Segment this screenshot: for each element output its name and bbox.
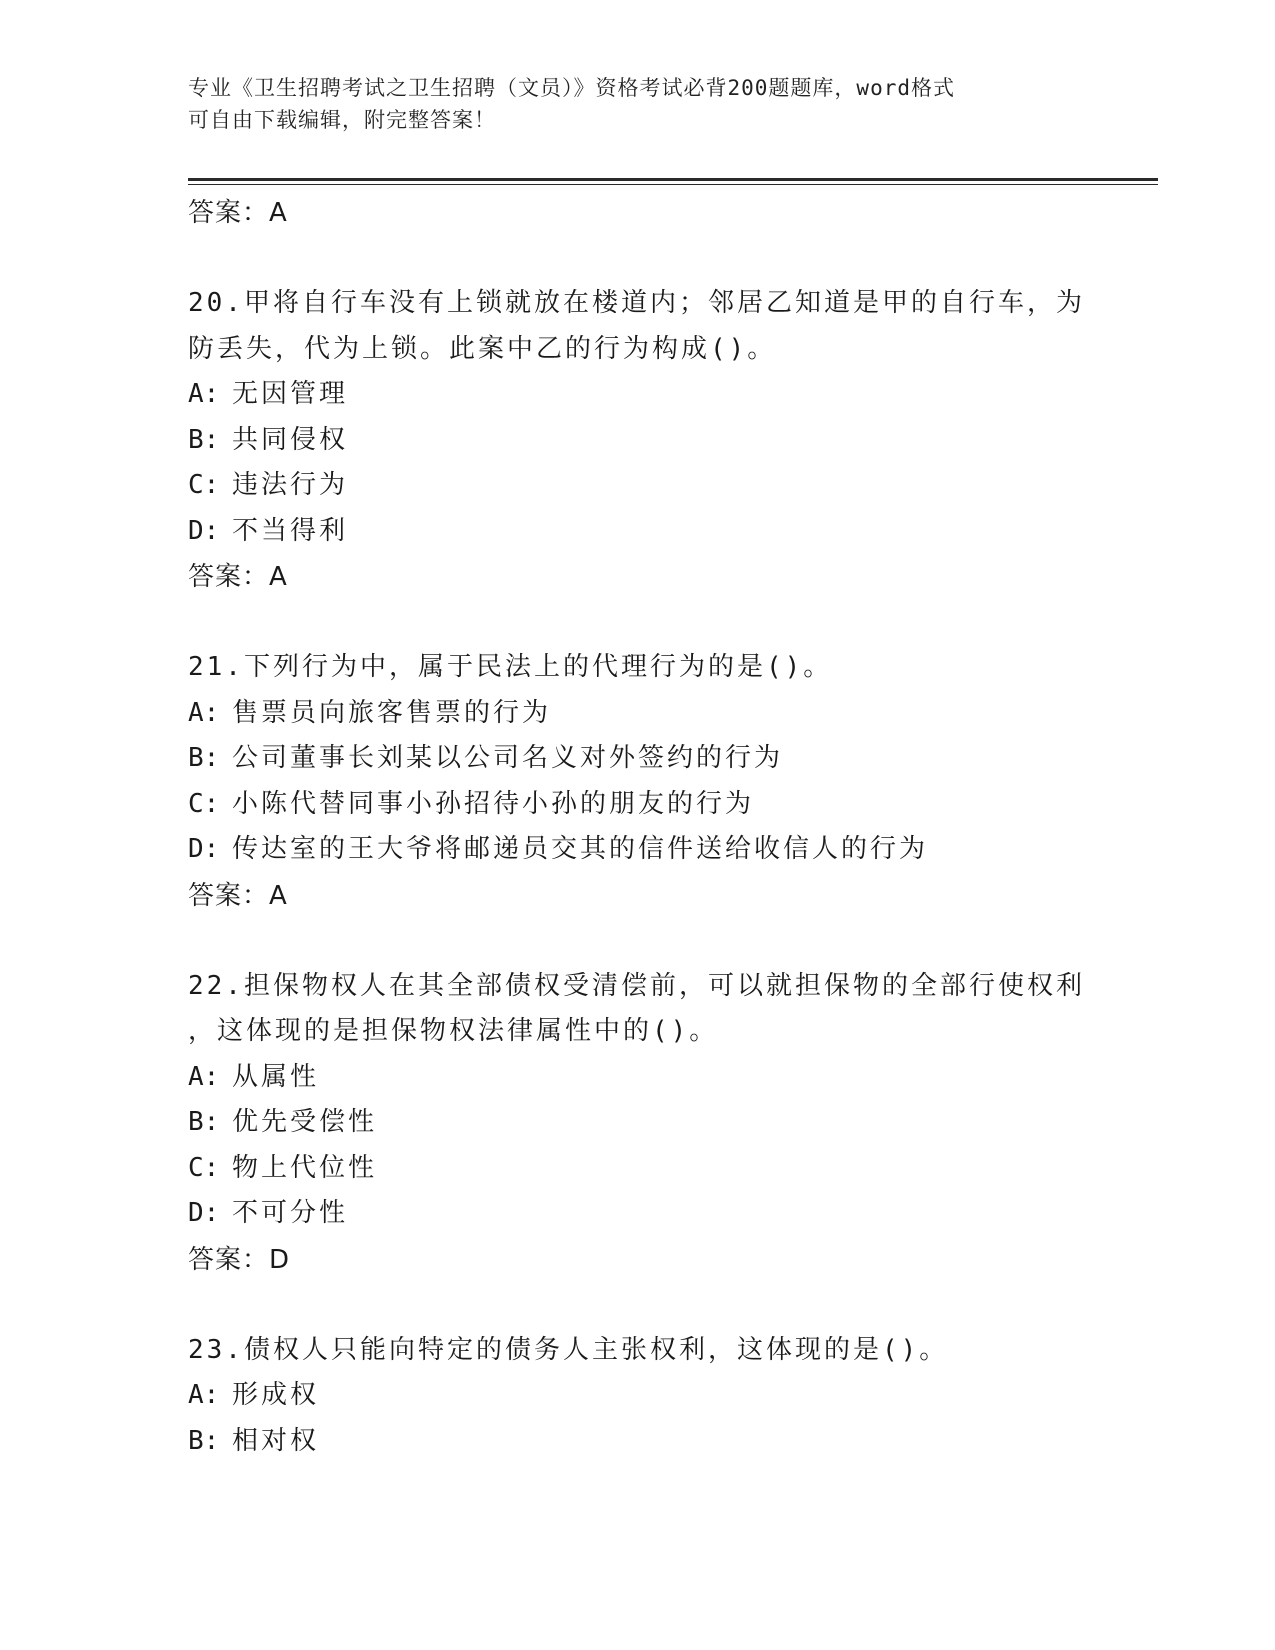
option-letter: B: xyxy=(188,743,220,773)
option-text: 小陈代替同事小孙招待小孙的朋友的行为 xyxy=(232,788,755,819)
option-c xyxy=(188,463,1088,509)
stem-line: 20.甲将自行车没有上锁就放在楼道内；邻居乙知道是甲的自行车，为 xyxy=(188,288,1085,318)
option-text: 从属性 xyxy=(232,1061,320,1092)
option-b xyxy=(188,1100,1088,1146)
option-text: 不可分性 xyxy=(232,1198,349,1228)
answer-line: 答案：A xyxy=(188,562,288,592)
option-text: 售票员向旅客售票的行为 xyxy=(232,697,552,728)
option-b xyxy=(188,1419,1088,1465)
answer-line: 答案：D xyxy=(188,1244,291,1275)
option-d xyxy=(188,827,1088,873)
option-text: 形成权 xyxy=(232,1380,320,1410)
option-letter: D: xyxy=(188,1198,220,1228)
option-b xyxy=(188,418,1088,464)
header-line-1: 专业《卫生招聘考试之卫生招聘（文员）》资格考试必背200题题库，word格式 xyxy=(188,76,955,100)
question-20 xyxy=(188,281,1088,600)
option-b xyxy=(188,736,1088,782)
question-stem xyxy=(188,964,1088,1055)
option-letter: C: xyxy=(188,1152,220,1183)
option-letter: D: xyxy=(188,834,220,864)
option-text: 物上代位性 xyxy=(232,1152,378,1183)
header-divider-thick xyxy=(188,178,1158,181)
option-text: 不当得利 xyxy=(232,515,349,546)
option-letter: A: xyxy=(188,1061,220,1092)
question-list xyxy=(188,190,1088,1464)
question-stem xyxy=(188,281,1088,372)
option-letter: A: xyxy=(188,697,220,728)
question-22 xyxy=(188,964,1088,1283)
answer-line: 答案：A xyxy=(188,198,288,228)
stem-line: 22.担保物权人在其全部债权受清偿前，可以就担保物的全部行使权利 xyxy=(188,970,1085,1001)
option-a xyxy=(188,691,1088,737)
question-23 xyxy=(188,1328,1088,1465)
option-c xyxy=(188,782,1088,828)
option-letter: A: xyxy=(188,379,220,409)
option-letter: B: xyxy=(188,424,220,455)
document-header xyxy=(188,72,1088,136)
stem-line: ，这体现的是担保物权法律属性中的()。 xyxy=(188,1016,719,1046)
stem-line: 防丢失，代为上锁。此案中乙的行为构成()。 xyxy=(188,333,777,364)
option-a xyxy=(188,372,1088,418)
option-d xyxy=(188,509,1088,555)
option-a xyxy=(188,1055,1088,1101)
option-text: 公司董事长刘某以公司名义对外签约的行为 xyxy=(232,743,784,773)
option-letter: C: xyxy=(188,788,220,819)
option-text: 共同侵权 xyxy=(232,424,349,455)
option-text: 违法行为 xyxy=(232,470,349,500)
option-letter: D: xyxy=(188,515,220,546)
stem-line: 21.下列行为中，属于民法上的代理行为的是()。 xyxy=(188,652,833,682)
option-text: 优先受偿性 xyxy=(232,1107,378,1137)
answer-line: 答案：A xyxy=(188,880,288,911)
option-text: 无因管理 xyxy=(232,379,349,409)
option-letter: B: xyxy=(188,1107,220,1137)
question-21 xyxy=(188,645,1088,919)
option-letter: C: xyxy=(188,470,220,500)
question-stem xyxy=(188,1328,1088,1374)
option-letter: B: xyxy=(188,1425,220,1456)
question-stem xyxy=(188,645,1088,691)
header-divider-thin xyxy=(188,184,1158,185)
stem-line: 23.债权人只能向特定的债务人主张权利，这体现的是()。 xyxy=(188,1334,949,1365)
option-text: 传达室的王大爷将邮递员交其的信件送给收信人的行为 xyxy=(232,834,929,864)
option-d xyxy=(188,1191,1088,1237)
option-letter: A: xyxy=(188,1380,220,1410)
option-c xyxy=(188,1146,1088,1192)
header-line-2: 可自由下载编辑，附完整答案！ xyxy=(188,108,496,132)
option-a xyxy=(188,1373,1088,1419)
option-text: 相对权 xyxy=(232,1425,320,1456)
